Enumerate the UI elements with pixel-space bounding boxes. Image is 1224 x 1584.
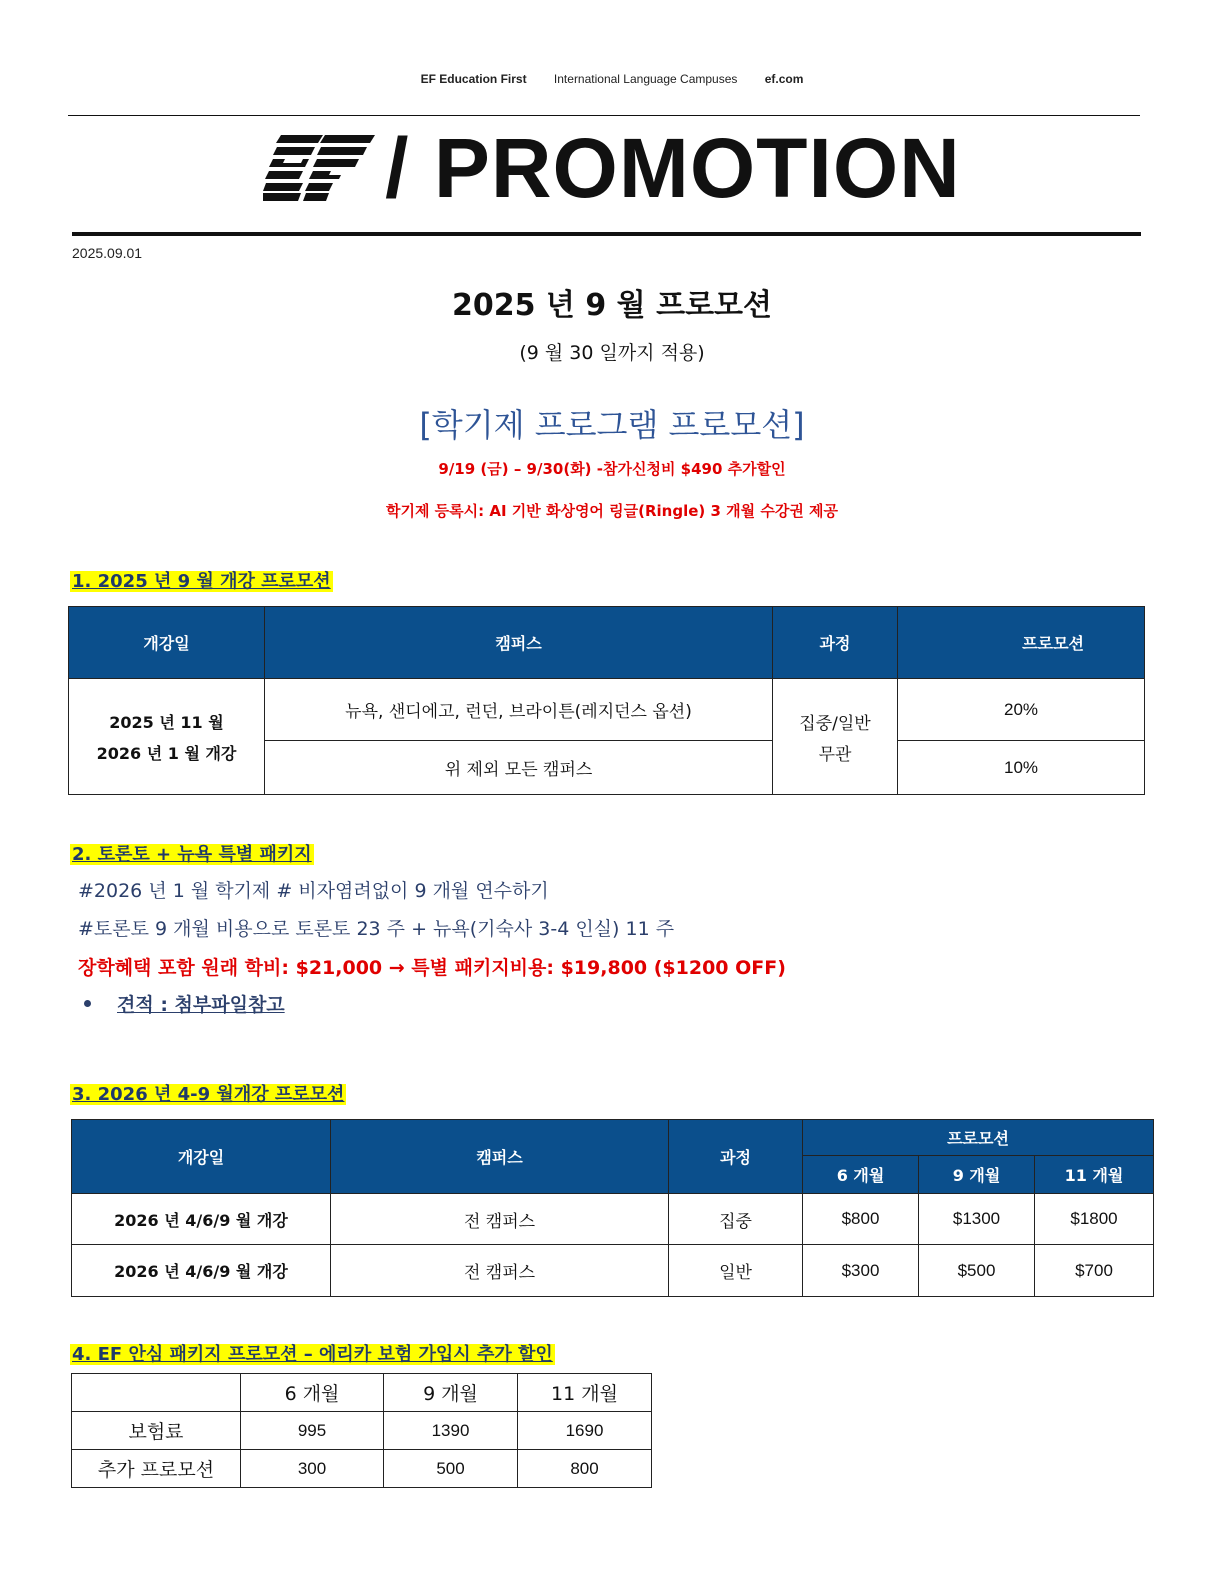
table-header-row (72, 1120, 1154, 1156)
table-header-row (69, 607, 1145, 679)
col-header-course: 과정 (773, 607, 898, 679)
section1-heading: 1. 2025 년 9 월 개강 프로모션 (72, 571, 331, 592)
col-header-start: 개강일 (72, 1120, 331, 1194)
company-name: EF Education First (420, 72, 527, 86)
price-9m-cell: $1300 (919, 1194, 1035, 1245)
start-date-cell (69, 679, 265, 795)
section2-heading: 2. 토론토 + 뉴욕 특별 패키지 (72, 844, 312, 865)
promo-cell: 20% (898, 679, 1145, 741)
website-link[interactable]: ef.com (764, 72, 804, 86)
start-date-cell: 2026 년 4/6/9 월 개강 (72, 1194, 331, 1245)
section3-table (71, 1119, 1154, 1297)
col-header-campus: 캠퍼스 (331, 1120, 669, 1194)
price-11m-cell: $700 (1035, 1245, 1154, 1297)
col-header-11m: 11 개월 (518, 1374, 652, 1412)
col-header-6m: 6 개월 (803, 1156, 919, 1194)
tagline: International Language Campuses (553, 72, 738, 86)
col-header-9m: 9 개월 (384, 1374, 518, 1412)
price-6m-cell: $300 (803, 1245, 919, 1297)
section4-heading: 4. EF 안심 패키지 프로모션 – 에리카 보험 가입시 추가 할인 (72, 1344, 553, 1365)
section2-heading-wrap (70, 840, 314, 866)
table-row (72, 1412, 652, 1450)
row-label-cell: 보험료 (72, 1412, 241, 1450)
value-6m-cell: 995 (241, 1412, 384, 1450)
section1-table (68, 606, 1145, 795)
brand-title: / PROMOTION (385, 121, 961, 215)
package-line2: #토론토 9 개월 비용으로 토론토 23 주 + 뉴욕(기숙사 3-4 인실) 11 주 (78, 918, 675, 940)
col-header-course: 과정 (669, 1120, 803, 1194)
row-label-cell: 추가 프로모션 (72, 1450, 241, 1488)
section4-heading-wrap (70, 1340, 555, 1366)
bullet-icon (84, 1000, 91, 1007)
section3-heading: 3. 2026 년 4-9 월개강 프로모션 (72, 1084, 345, 1105)
col-header-11m: 11 개월 (1035, 1156, 1154, 1194)
page-subtitle: (9 월 30 일까지 적용) (519, 342, 705, 364)
price-6m-cell: $800 (803, 1194, 919, 1245)
campus-cell: 전 캠퍼스 (331, 1194, 669, 1245)
quote-attachment-link[interactable]: 견적 : 첨부파일참고 (117, 994, 285, 1016)
price-9m-cell: $500 (919, 1245, 1035, 1297)
value-11m-cell: 800 (518, 1450, 652, 1488)
price-11m-cell: $1800 (1035, 1194, 1154, 1245)
empty-header-cell (72, 1374, 241, 1412)
course-cell: 일반 (669, 1245, 803, 1297)
campus-cell: 위 제외 모든 캠퍼스 (265, 741, 773, 795)
top-bar (0, 72, 1224, 86)
value-6m-cell: 300 (241, 1450, 384, 1488)
top-divider (68, 115, 1140, 116)
section1-heading-wrap (70, 567, 333, 593)
brand-banner (0, 118, 1224, 218)
table-row (72, 1450, 652, 1488)
ef-logo-icon (263, 135, 375, 201)
page-title: 2025 년 9 월 프로모션 (451, 288, 773, 323)
package-line1: #2026 년 1 월 학기제 # 비자염려없이 9 개월 연수하기 (78, 880, 549, 902)
col-header-promo: 프로모션 (803, 1120, 1154, 1156)
course-line1: 집중/일반 (799, 713, 871, 734)
course-line2: 무관 (818, 744, 852, 765)
value-9m-cell: 1390 (384, 1412, 518, 1450)
col-header-9m: 9 개월 (919, 1156, 1035, 1194)
start-date-line2: 2026 년 1 월 개강 (96, 743, 237, 763)
start-date-cell: 2026 년 4/6/9 월 개강 (72, 1245, 331, 1297)
header-divider (72, 232, 1141, 236)
col-header-6m: 6 개월 (241, 1374, 384, 1412)
section4-table (71, 1373, 652, 1488)
campus-cell: 뉴욕, 샌디에고, 런던, 브라이튼(레지던스 옵션) (265, 679, 773, 741)
col-header-campus: 캠퍼스 (265, 607, 773, 679)
col-header-promo: 프로모션 (898, 607, 1145, 679)
section3-heading-wrap (70, 1080, 346, 1106)
issue-date: 2025.09.01 (72, 245, 143, 261)
campus-cell: 전 캠퍼스 (331, 1245, 669, 1297)
package-price-line: 장학혜택 포함 원래 학비: $21,000 → 특별 패키지비용: $19,800 ($1200 OFF) (78, 957, 786, 979)
value-11m-cell: 1690 (518, 1412, 652, 1450)
value-9m-cell: 500 (384, 1450, 518, 1488)
table-row (72, 1245, 1154, 1297)
semester-heading: [학기제 프로그램 프로모션] (419, 406, 805, 444)
table-row (69, 679, 1145, 741)
table-header-row (72, 1374, 652, 1412)
promo-cell: 10% (898, 741, 1145, 795)
table-row (72, 1194, 1154, 1245)
semester-ringle-line: 학기제 등록시: AI 기반 화상영어 링글(Ringle) 3 개월 수강권 제공 (385, 502, 839, 520)
semester-discount-line: 9/19 (금) – 9/30(화) -참가신청비 $490 추가할인 (438, 460, 786, 478)
course-cell (773, 679, 898, 795)
course-cell: 집중 (669, 1194, 803, 1245)
quote-bullet (84, 990, 285, 1017)
col-header-start: 개강일 (69, 607, 265, 679)
start-date-line1: 2025 년 11 월 (109, 712, 224, 732)
